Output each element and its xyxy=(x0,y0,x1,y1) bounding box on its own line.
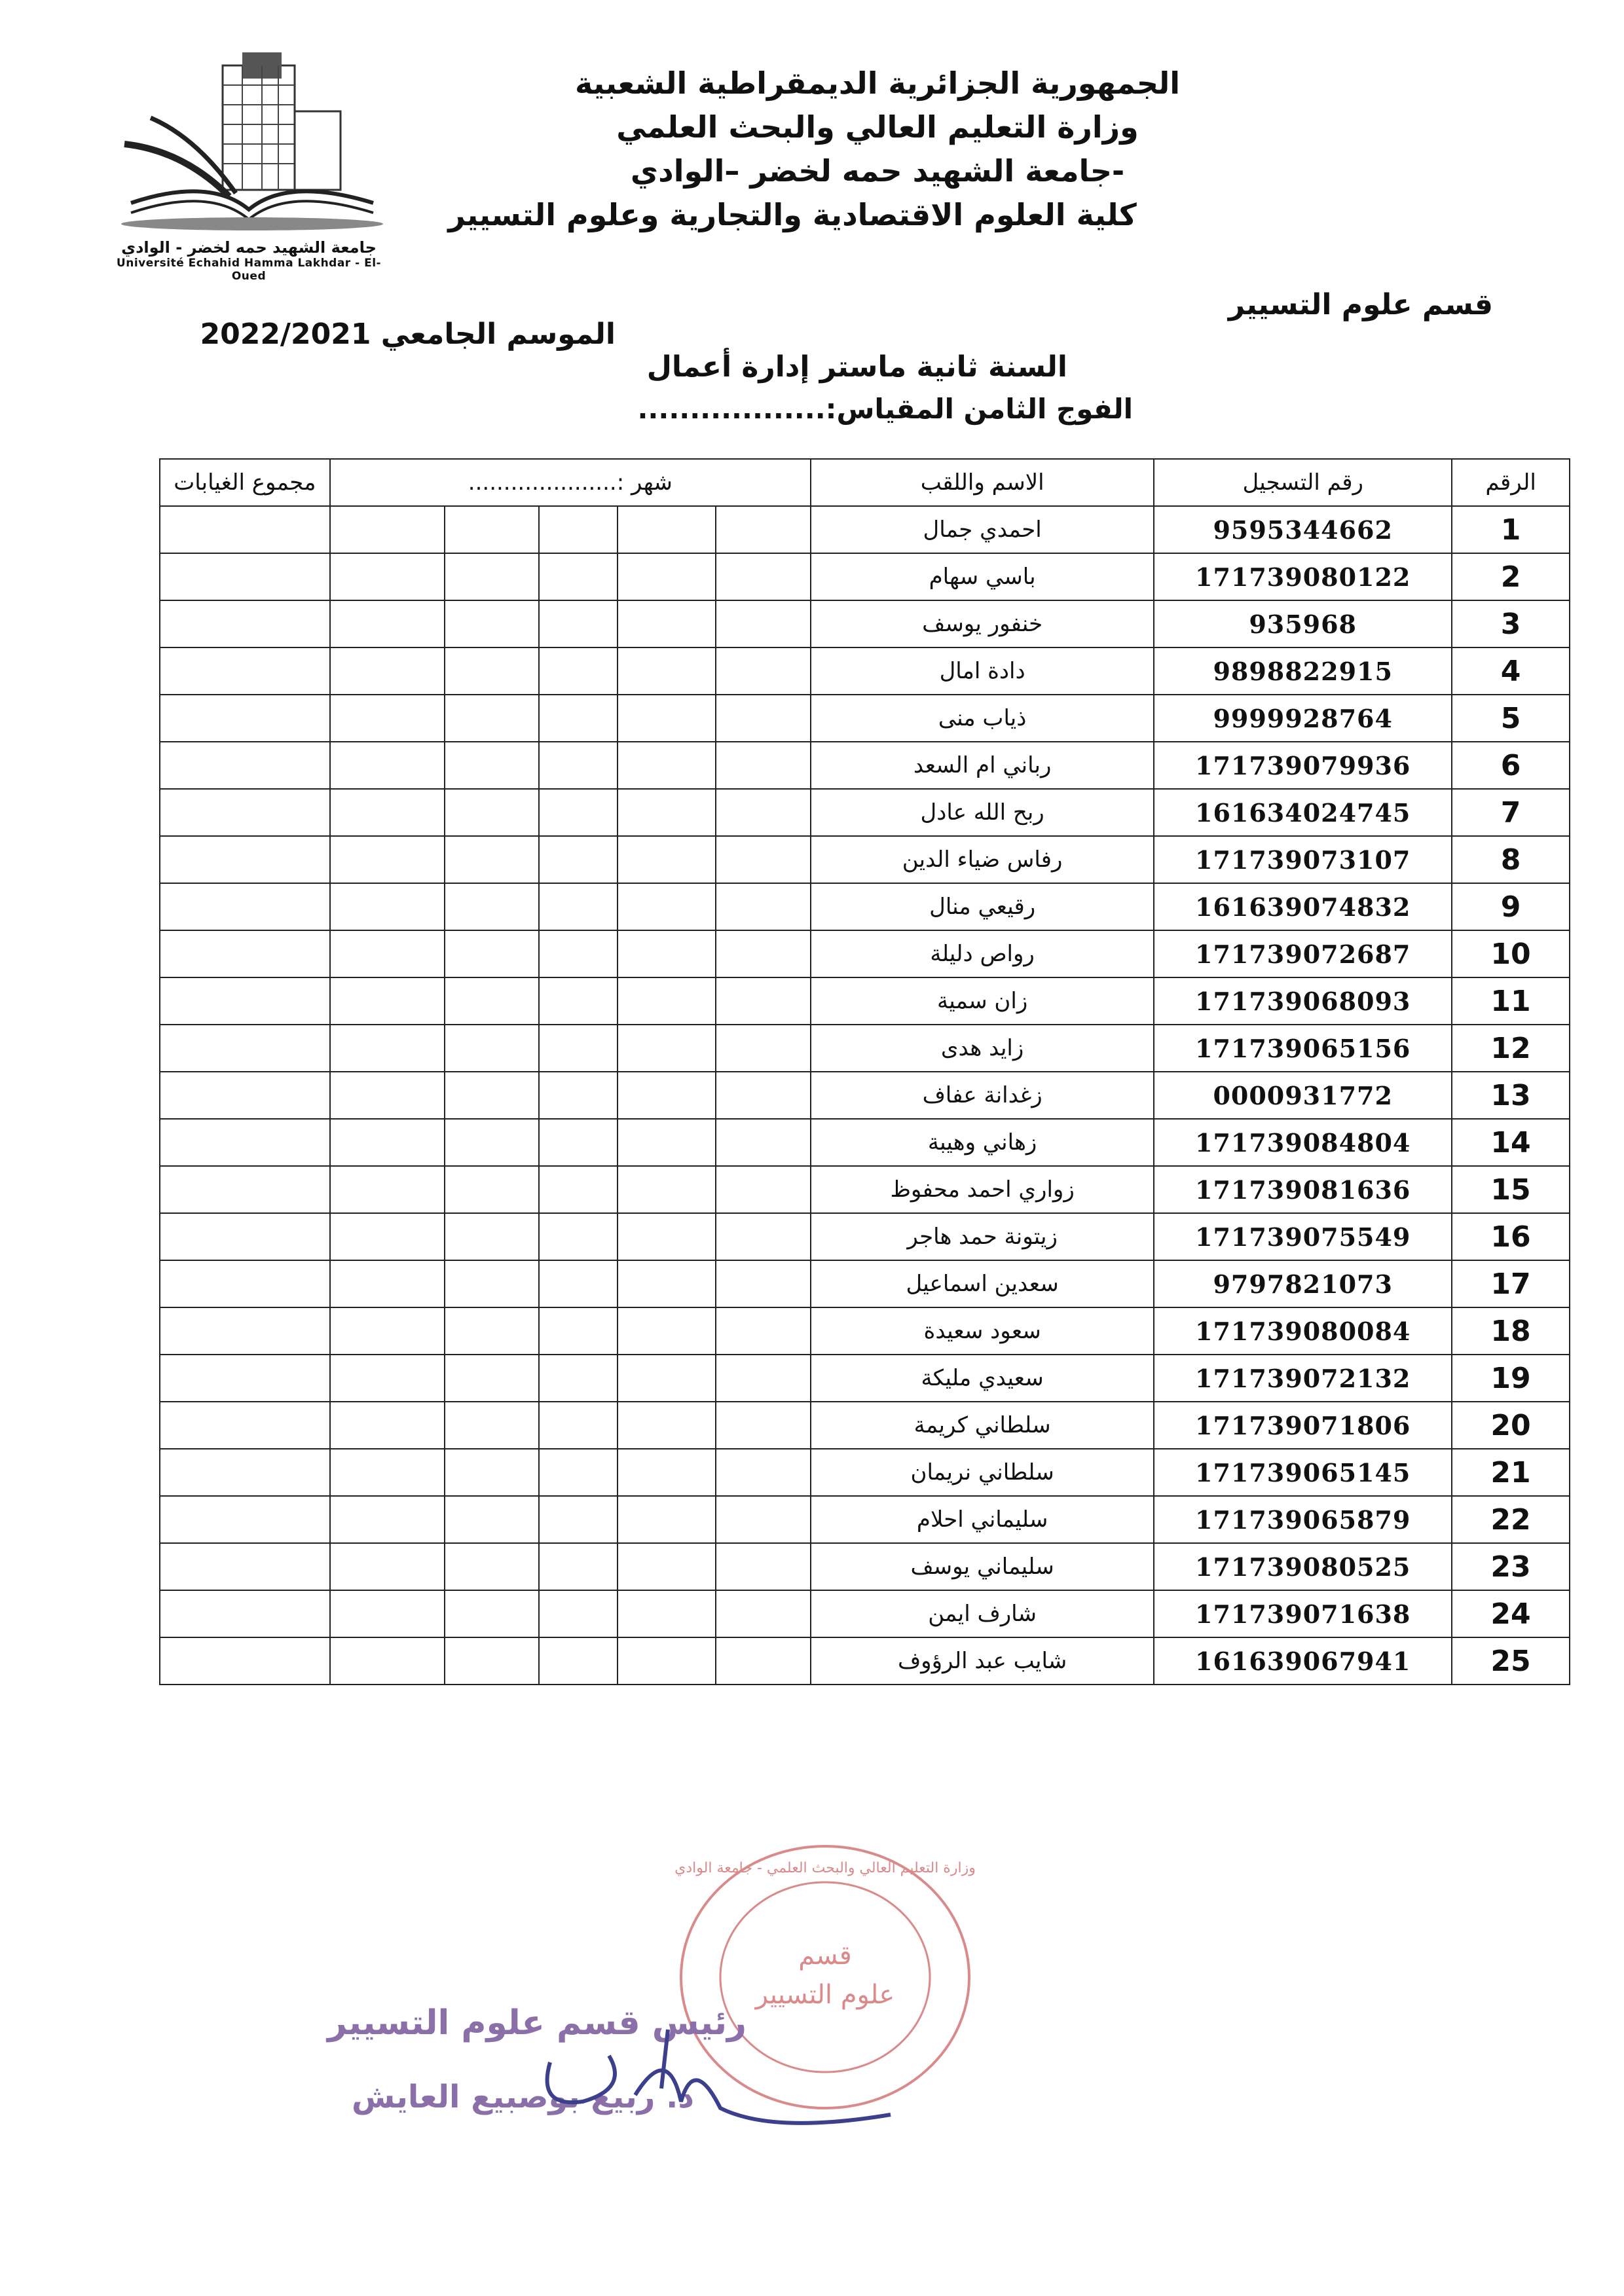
attendance-cell xyxy=(445,1543,540,1590)
table-row xyxy=(160,836,1570,883)
registration-number-cell: 171739075549 xyxy=(1154,1213,1452,1260)
total-absences-cell xyxy=(160,789,330,836)
attendance-cell xyxy=(716,742,811,789)
signature-title: رئيس قسم علوم التسيير xyxy=(327,2003,747,2043)
attendance-cell xyxy=(618,977,716,1025)
header-ministry: وزارة التعليم العالي والبحث العلمي xyxy=(616,109,1139,145)
attendance-cell xyxy=(539,1307,618,1355)
attendance-cell xyxy=(618,1213,716,1260)
attendance-cell xyxy=(330,1496,445,1543)
attendance-cell xyxy=(445,1449,540,1496)
attendance-cell xyxy=(330,600,445,647)
total-absences-cell xyxy=(160,1072,330,1119)
attendance-cell xyxy=(539,600,618,647)
table-row xyxy=(160,1260,1570,1307)
attendance-cell xyxy=(539,506,618,553)
attendance-cell xyxy=(330,553,445,600)
attendance-cell xyxy=(618,1072,716,1119)
row-number-cell: 25 xyxy=(1452,1637,1570,1685)
program-label: السنة ثانية ماستر إدارة أعمال xyxy=(646,350,1067,384)
total-absences-cell xyxy=(160,553,330,600)
attendance-cell xyxy=(716,506,811,553)
student-name-cell: رواص دليلة xyxy=(811,930,1154,977)
attendance-cell xyxy=(330,695,445,742)
season-label: الموسم الجامعي 2022/2021 xyxy=(200,318,616,351)
attendance-cell xyxy=(539,553,618,600)
table-header-row xyxy=(160,459,1570,506)
attendance-cell xyxy=(716,1449,811,1496)
student-name-cell: زيتونة حمد هاجر xyxy=(811,1213,1154,1260)
attendance-cell xyxy=(618,930,716,977)
logo-caption-fr: Université Echahid Hamma Lakhdar - El-Oued xyxy=(116,257,382,283)
total-absences-cell xyxy=(160,836,330,883)
attendance-cell xyxy=(716,600,811,647)
attendance-cell xyxy=(618,1166,716,1213)
total-absences-cell xyxy=(160,1402,330,1449)
attendance-cell xyxy=(445,553,540,600)
attendance-cell xyxy=(618,1355,716,1402)
student-name-cell: شايب عبد الرؤوف xyxy=(811,1637,1154,1685)
row-number-cell: 3 xyxy=(1452,600,1570,647)
row-number-cell: 1 xyxy=(1452,506,1570,553)
attendance-cell xyxy=(539,1590,618,1637)
registration-number-cell: 171739065156 xyxy=(1154,1025,1452,1072)
attendance-cell xyxy=(330,977,445,1025)
total-absences-cell xyxy=(160,1355,330,1402)
attendance-cell xyxy=(445,883,540,930)
row-number-cell: 10 xyxy=(1452,930,1570,977)
attendance-cell xyxy=(539,1213,618,1260)
stamp-text-bottom: علوم التسيير xyxy=(755,1980,895,2010)
total-absences-cell xyxy=(160,1025,330,1072)
student-name-cell: سليماني يوسف xyxy=(811,1543,1154,1590)
row-number-cell: 16 xyxy=(1452,1213,1570,1260)
attendance-cell xyxy=(445,1590,540,1637)
row-number-cell: 21 xyxy=(1452,1449,1570,1496)
attendance-cell xyxy=(716,695,811,742)
attendance-cell xyxy=(618,506,716,553)
total-absences-cell xyxy=(160,742,330,789)
logo-building-icon xyxy=(111,46,386,236)
student-name-cell: دادة امال xyxy=(811,647,1154,695)
logo-caption-ar: جامعة الشهيد حمه لخضر - الوادي xyxy=(121,238,377,257)
attendance-table xyxy=(159,458,1570,1685)
registration-number-cell: 171739071638 xyxy=(1154,1590,1452,1637)
attendance-cell xyxy=(539,647,618,695)
table-row xyxy=(160,1307,1570,1355)
attendance-cell xyxy=(716,1213,811,1260)
attendance-cell xyxy=(716,1637,811,1685)
table-row xyxy=(160,742,1570,789)
attendance-cell xyxy=(618,742,716,789)
row-number-cell: 24 xyxy=(1452,1590,1570,1637)
attendance-cell xyxy=(539,930,618,977)
attendance-cell xyxy=(539,695,618,742)
student-name-cell: زهاني وهيبة xyxy=(811,1119,1154,1166)
attendance-cell xyxy=(445,600,540,647)
table-row xyxy=(160,600,1570,647)
attendance-cell xyxy=(539,836,618,883)
table-row xyxy=(160,1119,1570,1166)
attendance-cell xyxy=(539,1402,618,1449)
row-number-cell: 4 xyxy=(1452,647,1570,695)
header-faculty: كلية العلوم الاقتصادية والتجارية وعلوم التسيير xyxy=(448,197,1137,232)
student-name-cell: زايد هدى xyxy=(811,1025,1154,1072)
attendance-cell xyxy=(330,1637,445,1685)
row-number-cell: 6 xyxy=(1452,742,1570,789)
total-absences-cell xyxy=(160,1213,330,1260)
student-name-cell: خنفور يوسف xyxy=(811,600,1154,647)
attendance-cell xyxy=(330,1590,445,1637)
attendance-cell xyxy=(330,1402,445,1449)
attendance-cell xyxy=(618,1402,716,1449)
registration-number-cell: 171739079936 xyxy=(1154,742,1452,789)
table-row xyxy=(160,1355,1570,1402)
attendance-cell xyxy=(539,1166,618,1213)
student-name-cell: باسي سهام xyxy=(811,553,1154,600)
stamp-text-top: قسم xyxy=(798,1941,852,1971)
attendance-cell xyxy=(445,1496,540,1543)
row-number-cell: 12 xyxy=(1452,1025,1570,1072)
attendance-cell xyxy=(330,930,445,977)
total-absences-cell xyxy=(160,647,330,695)
stamp-ring-text: وزارة التعليم العالي والبحث العلمي - جامعة الوادي xyxy=(674,1860,976,1876)
attendance-cell xyxy=(716,1307,811,1355)
registration-number-cell: 0000931772 xyxy=(1154,1072,1452,1119)
attendance-cell xyxy=(539,1449,618,1496)
attendance-cell xyxy=(716,1260,811,1307)
attendance-cell xyxy=(330,1166,445,1213)
attendance-cell xyxy=(445,695,540,742)
table-row xyxy=(160,1072,1570,1119)
row-number-cell: 15 xyxy=(1452,1166,1570,1213)
attendance-cell xyxy=(618,1449,716,1496)
table-row xyxy=(160,1402,1570,1449)
attendance-cell xyxy=(618,600,716,647)
table-row xyxy=(160,647,1570,695)
attendance-cell xyxy=(618,695,716,742)
attendance-cell xyxy=(445,647,540,695)
registration-number-cell: 161639074832 xyxy=(1154,883,1452,930)
table-row xyxy=(160,1449,1570,1496)
header-name: الاسم واللقب xyxy=(811,459,1154,506)
total-absences-cell xyxy=(160,1543,330,1590)
attendance-cell xyxy=(330,1213,445,1260)
attendance-cell xyxy=(618,1543,716,1590)
student-name-cell: رباني ام السعد xyxy=(811,742,1154,789)
attendance-cell xyxy=(618,789,716,836)
row-number-cell: 13 xyxy=(1452,1072,1570,1119)
attendance-cell xyxy=(539,742,618,789)
attendance-cell xyxy=(716,1025,811,1072)
signature-scribble-icon xyxy=(498,2016,917,2134)
table-row xyxy=(160,1590,1570,1637)
registration-number-cell: 9898822915 xyxy=(1154,647,1452,695)
row-number-cell: 19 xyxy=(1452,1355,1570,1402)
registration-number-cell: 171739072132 xyxy=(1154,1355,1452,1402)
registration-number-cell: 171739065145 xyxy=(1154,1449,1452,1496)
attendance-cell xyxy=(539,1543,618,1590)
table-row xyxy=(160,1637,1570,1685)
attendance-cell xyxy=(618,1590,716,1637)
table-row xyxy=(160,883,1570,930)
attendance-cell xyxy=(330,1260,445,1307)
student-name-cell: شارف ايمن xyxy=(811,1590,1154,1637)
total-absences-cell xyxy=(160,977,330,1025)
attendance-cell xyxy=(618,1260,716,1307)
university-logo xyxy=(111,46,386,282)
row-number-cell: 14 xyxy=(1452,1119,1570,1166)
attendance-cell xyxy=(330,1307,445,1355)
attendance-cell xyxy=(618,553,716,600)
student-name-cell: ذياب منى xyxy=(811,695,1154,742)
registration-number-cell: 171739071806 xyxy=(1154,1402,1452,1449)
attendance-cell xyxy=(716,1166,811,1213)
row-number-cell: 17 xyxy=(1452,1260,1570,1307)
attendance-cell xyxy=(716,647,811,695)
attendance-cell xyxy=(716,1590,811,1637)
attendance-cell xyxy=(330,1072,445,1119)
attendance-cell xyxy=(445,836,540,883)
attendance-cell xyxy=(445,506,540,553)
row-number-cell: 8 xyxy=(1452,836,1570,883)
table-row xyxy=(160,977,1570,1025)
student-name-cell: سعدين اسماعيل xyxy=(811,1260,1154,1307)
attendance-cell xyxy=(330,506,445,553)
registration-number-cell: 171739065879 xyxy=(1154,1496,1452,1543)
header-university: جامعة الشهيد حمه لخضر –الوادي- xyxy=(630,153,1125,189)
total-absences-cell xyxy=(160,1119,330,1166)
attendance-cell xyxy=(330,1355,445,1402)
student-name-cell: سعيدي مليكة xyxy=(811,1355,1154,1402)
attendance-cell xyxy=(716,553,811,600)
registration-number-cell: 171739080525 xyxy=(1154,1543,1452,1590)
attendance-cell xyxy=(716,1402,811,1449)
attendance-cell xyxy=(445,742,540,789)
attendance-cell xyxy=(445,1025,540,1072)
table-row xyxy=(160,1543,1570,1590)
table-row xyxy=(160,1025,1570,1072)
row-number-cell: 20 xyxy=(1452,1402,1570,1449)
attendance-cell xyxy=(445,1119,540,1166)
registration-number-cell: 935968 xyxy=(1154,600,1452,647)
attendance-cell xyxy=(330,1449,445,1496)
student-name-cell: سليماني احلام xyxy=(811,1496,1154,1543)
attendance-cell xyxy=(445,1213,540,1260)
row-number-cell: 7 xyxy=(1452,789,1570,836)
attendance-cell xyxy=(330,647,445,695)
department-label: قسم علوم التسيير xyxy=(1228,288,1493,321)
attendance-cell xyxy=(539,1355,618,1402)
attendance-cell xyxy=(716,836,811,883)
attendance-cell xyxy=(445,1355,540,1402)
attendance-cell xyxy=(539,977,618,1025)
attendance-cell xyxy=(618,1307,716,1355)
student-name-cell: زغدانة عفاف xyxy=(811,1072,1154,1119)
total-absences-cell xyxy=(160,1166,330,1213)
attendance-cell xyxy=(445,1072,540,1119)
attendance-cell xyxy=(445,1260,540,1307)
student-name-cell: زواري احمد محفوظ xyxy=(811,1166,1154,1213)
attendance-cell xyxy=(539,789,618,836)
row-number-cell: 18 xyxy=(1452,1307,1570,1355)
attendance-cell xyxy=(445,1637,540,1685)
total-absences-cell xyxy=(160,1307,330,1355)
attendance-cell xyxy=(618,1496,716,1543)
group-module-label: الفوج الثامن المقياس:.................. xyxy=(637,393,1133,425)
attendance-cell xyxy=(445,1307,540,1355)
row-number-cell: 5 xyxy=(1452,695,1570,742)
registration-number-cell: 161634024745 xyxy=(1154,789,1452,836)
attendance-cell xyxy=(716,1355,811,1402)
attendance-cell xyxy=(618,1025,716,1072)
signature-name: د. ربيع بوصبيع العايش xyxy=(352,2079,694,2115)
total-absences-cell xyxy=(160,1449,330,1496)
registration-number-cell: 171739080122 xyxy=(1154,553,1452,600)
attendance-cell xyxy=(445,977,540,1025)
attendance-cell xyxy=(716,930,811,977)
attendance-cell xyxy=(330,1119,445,1166)
header-registration: رقم التسجيل xyxy=(1154,459,1452,506)
attendance-cell xyxy=(716,1119,811,1166)
attendance-cell xyxy=(330,1025,445,1072)
registration-number-cell: 9999928764 xyxy=(1154,695,1452,742)
row-number-cell: 11 xyxy=(1452,977,1570,1025)
student-name-cell: سعود سعيدة xyxy=(811,1307,1154,1355)
attendance-cell xyxy=(716,883,811,930)
total-absences-cell xyxy=(160,883,330,930)
registration-number-cell: 161639067941 xyxy=(1154,1637,1452,1685)
header-number: الرقم xyxy=(1452,459,1570,506)
table-row xyxy=(160,553,1570,600)
attendance-cell xyxy=(330,836,445,883)
attendance-cell xyxy=(716,789,811,836)
table-row xyxy=(160,1496,1570,1543)
attendance-cell xyxy=(539,1496,618,1543)
table-row xyxy=(160,506,1570,553)
attendance-cell xyxy=(539,1260,618,1307)
attendance-cell xyxy=(716,977,811,1025)
student-name-cell: احمدي جمال xyxy=(811,506,1154,553)
registration-number-cell: 171739072687 xyxy=(1154,930,1452,977)
registration-number-cell: 171739084804 xyxy=(1154,1119,1452,1166)
table-row xyxy=(160,1213,1570,1260)
total-absences-cell xyxy=(160,930,330,977)
attendance-cell xyxy=(618,647,716,695)
registration-number-cell: 171739080084 xyxy=(1154,1307,1452,1355)
attendance-cell xyxy=(539,883,618,930)
attendance-cell xyxy=(618,836,716,883)
attendance-table-body xyxy=(160,459,1570,1685)
attendance-cell xyxy=(539,1637,618,1685)
student-name-cell: سلطاني كريمة xyxy=(811,1402,1154,1449)
table-row xyxy=(160,1166,1570,1213)
row-number-cell: 23 xyxy=(1452,1543,1570,1590)
attendance-cell xyxy=(716,1496,811,1543)
total-absences-cell xyxy=(160,1260,330,1307)
total-absences-cell xyxy=(160,1590,330,1637)
header-total-absences: مجموع الغيابات xyxy=(160,459,330,506)
row-number-cell: 2 xyxy=(1452,553,1570,600)
row-number-cell: 22 xyxy=(1452,1496,1570,1543)
header-month: شهر :..................... xyxy=(330,459,811,506)
header-republic: الجمهورية الجزائرية الديمقراطية الشعبية xyxy=(574,65,1181,101)
student-name-cell: سلطاني نريمان xyxy=(811,1449,1154,1496)
table-row xyxy=(160,789,1570,836)
registration-number-cell: 9595344662 xyxy=(1154,506,1452,553)
attendance-cell xyxy=(716,1543,811,1590)
registration-number-cell: 171739073107 xyxy=(1154,836,1452,883)
total-absences-cell xyxy=(160,506,330,553)
attendance-cell xyxy=(445,930,540,977)
attendance-cell xyxy=(539,1025,618,1072)
attendance-cell xyxy=(330,789,445,836)
attendance-cell xyxy=(618,1637,716,1685)
attendance-cell xyxy=(330,883,445,930)
registration-number-cell: 171739081636 xyxy=(1154,1166,1452,1213)
attendance-cell xyxy=(445,1166,540,1213)
attendance-cell xyxy=(618,1119,716,1166)
student-name-cell: زان سمية xyxy=(811,977,1154,1025)
table-row xyxy=(160,930,1570,977)
attendance-cell xyxy=(716,1072,811,1119)
registration-number-cell: 9797821073 xyxy=(1154,1260,1452,1307)
attendance-cell xyxy=(330,742,445,789)
attendance-cell xyxy=(445,1402,540,1449)
attendance-cell xyxy=(445,789,540,836)
student-name-cell: رفاس ضياء الدين xyxy=(811,836,1154,883)
attendance-cell xyxy=(618,883,716,930)
attendance-cell xyxy=(539,1072,618,1119)
row-number-cell: 9 xyxy=(1452,883,1570,930)
registration-number-cell: 171739068093 xyxy=(1154,977,1452,1025)
table-row xyxy=(160,695,1570,742)
attendance-cell xyxy=(330,1543,445,1590)
student-name-cell: ربح الله عادل xyxy=(811,789,1154,836)
student-name-cell: رقيعي منال xyxy=(811,883,1154,930)
attendance-cell xyxy=(539,1119,618,1166)
total-absences-cell xyxy=(160,1496,330,1543)
total-absences-cell xyxy=(160,600,330,647)
total-absences-cell xyxy=(160,695,330,742)
total-absences-cell xyxy=(160,1637,330,1685)
